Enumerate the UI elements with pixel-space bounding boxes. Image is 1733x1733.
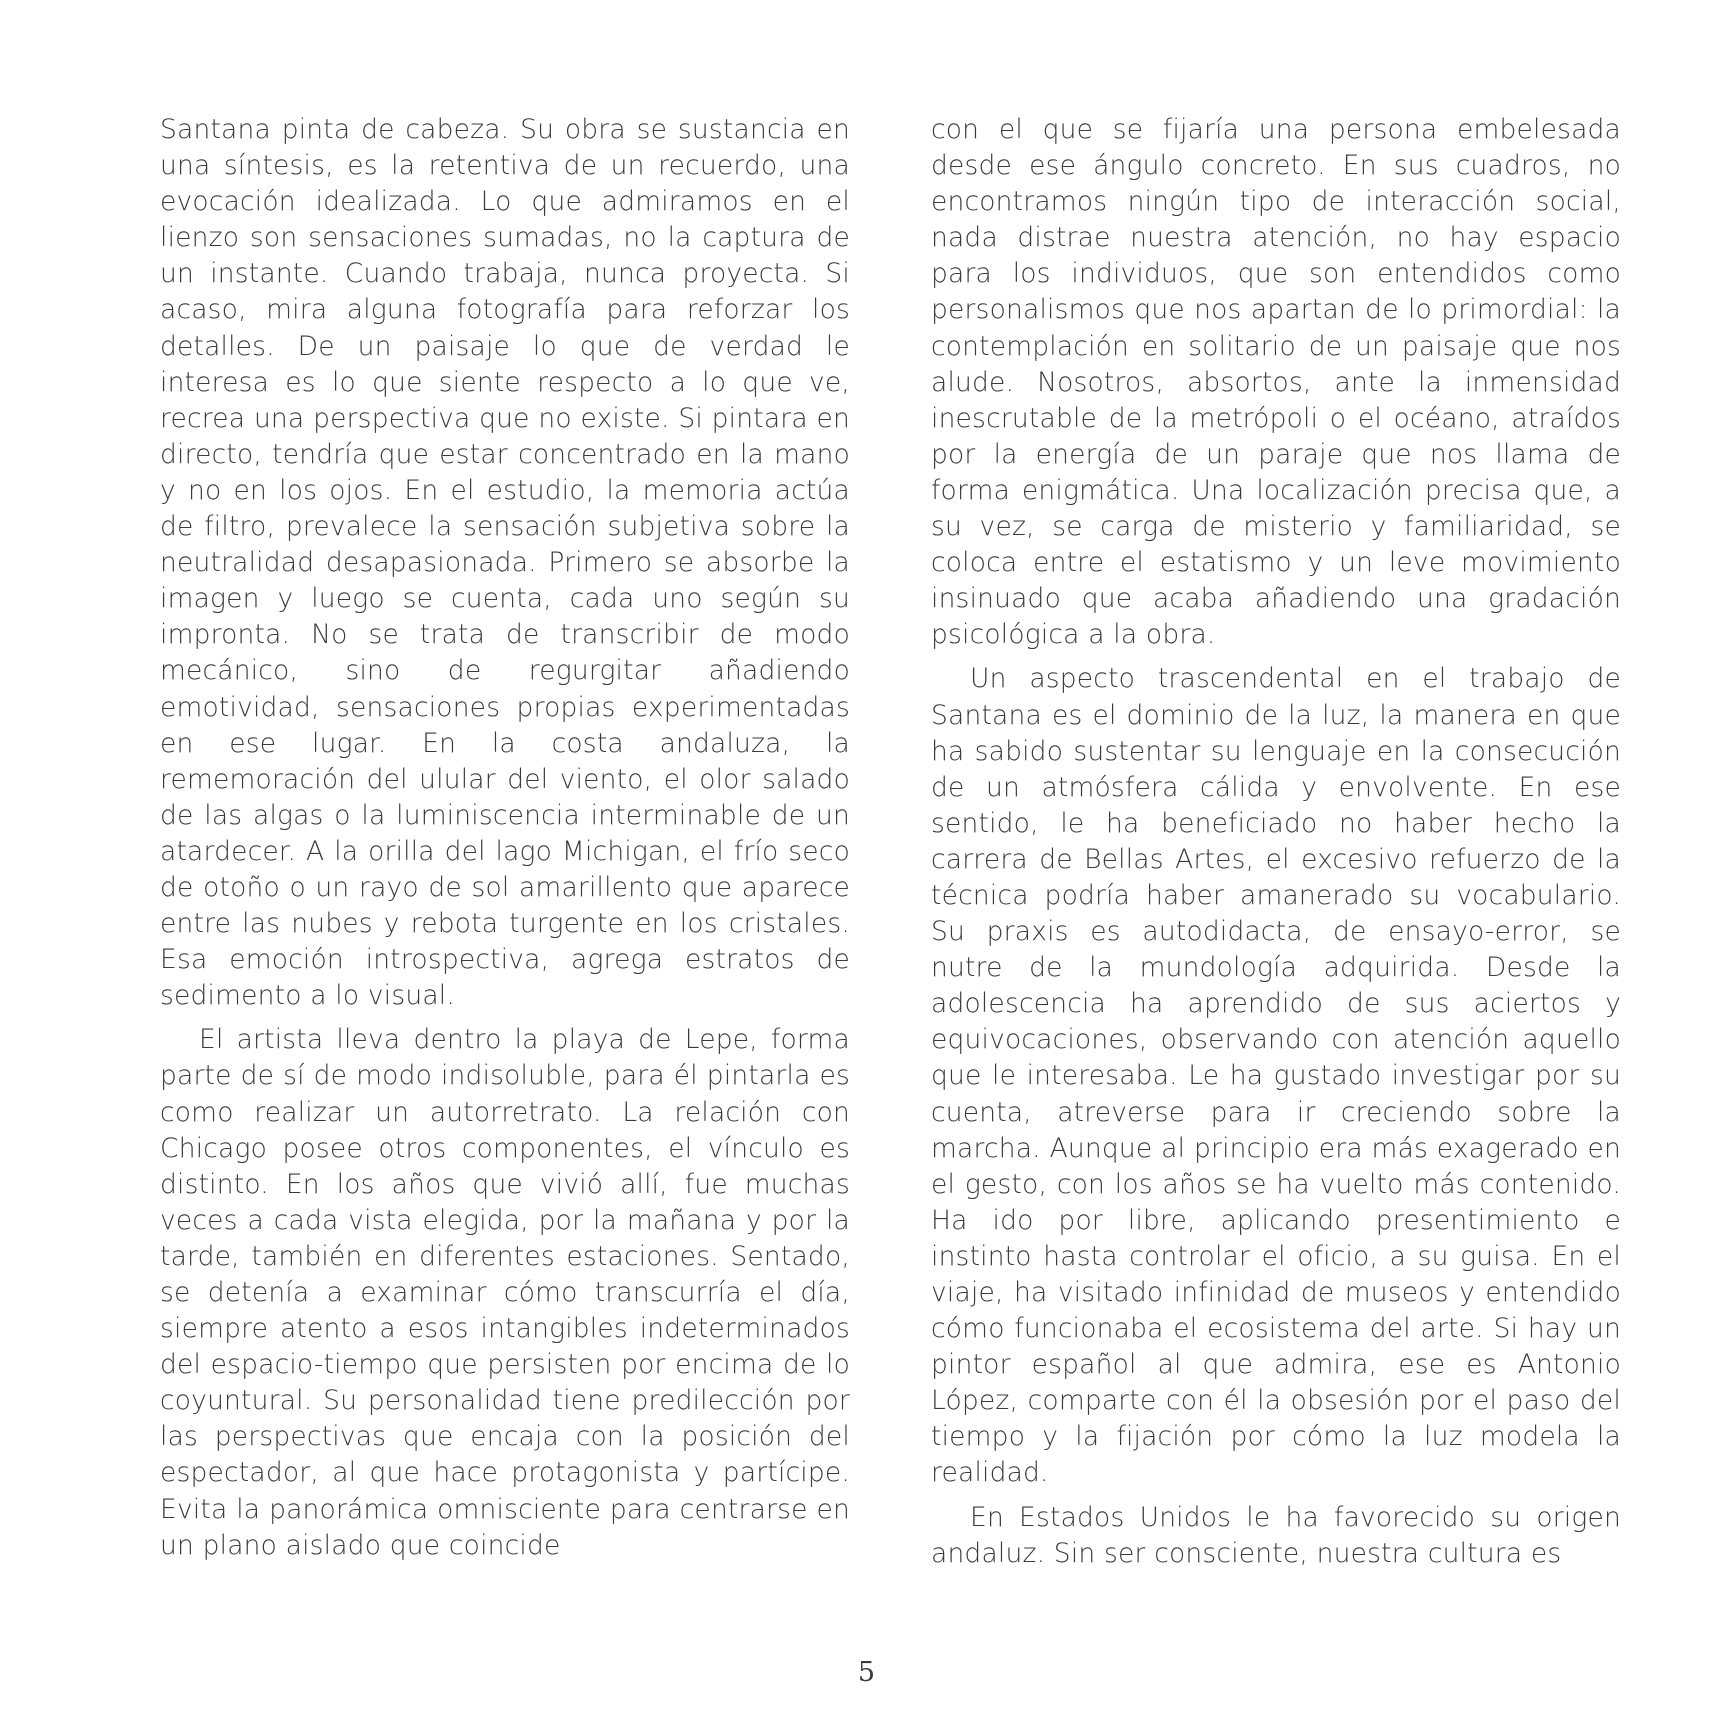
paragraph: Un aspecto trascendental en el trabajo de Santana es el dominio de la luz, la manera en que ha sabido sustentar su lenguaje en la consecución de un atmósfera cálida y envolvente. En ese sentido, le ha beneficiado no haber hecho la carrera de Bellas Artes, el excesivo refuerzo de la técnica podría haber amanerado su vocabulario. Su praxis es autodidacta, de ensayo-error, se nutre de la mundología adquirida. Desde la adolescencia ha aprendido de sus aciertos y equivocaciones, observando con atención aquello que le interesaba. Le ha gustado investigar por su cuenta, atreverse para ir creciendo sobre la marcha. Aunque al principio era más exagerado en el gesto, con los años se ha vuelto más contenido. Ha ido por libre, aplicando presentimiento e instinto hasta controlar el oficio, a su guisa. En el viaje, ha visitado infinidad de museos y entendido cómo funcionaba el ecosistema del arte. Si hay un pintor español al que admira, ese es Antonio López, comparte con él la obsesión por el paso del tiempo y la fijación por cómo la luz modela la realidad.: [931, 663, 1621, 1489]
right-column: [931, 112, 1621, 1572]
paragraph: con el que se fijaría una persona embelesada desde ese ángulo concreto. En sus cuadros, no encontramos ningún tipo de interacción social, nada distrae nuestra atención, no hay espacio para los individuos, que son entendidos como personalismos que nos apartan de lo primordial: la contemplación en solitario de un paisaje que nos alude. Nosotros, absortos, ante la inmensidad inescrutable de la metrópoli o el océano, atraídos por la energía de un paraje que nos llama de forma enigmática. Una localización precisa que, a su vez, se carga de misterio y familiaridad, se coloca entre el estatismo y un leve movimiento insinuado que acaba añadiendo una gradación psicológica a la obra.: [931, 114, 1621, 651]
left-column: [160, 112, 850, 1564]
paragraph: Santana pinta de cabeza. Su obra se sustancia en una síntesis, es la retentiva de un recuerdo, una evocación idealizada. Lo que admiramos en el lienzo son sensaciones sumadas, no la captura de un instante. Cuando trabaja, nunca proyecta. Si acaso, mira alguna fotografía para reforzar los detalles. De un paisaje lo que de verdad le interesa es lo que siente respecto a lo que ve, recrea una perspectiva que no existe. Si pintara en directo, tendría que estar concentrado en la mano y no en los ojos. En el estudio, la memoria actúa de filtro, prevalece la sensación subjetiva sobre la neutralidad desapasionada. Primero se absorbe la imagen y luego se cuenta, cada uno según su impronta. No se trata de transcribir de modo mecánico, sino de regurgitar añadiendo emotividad, sensaciones propias experimentadas en ese lugar. En la costa andaluza, la rememoración del ulular del viento, el olor salado de las algas o la luminiscencia interminable de un atardecer. A la orilla del lago Michigan, el frío seco de otoño o un rayo de sol amarillento que aparece entre las nubes y rebota turgente en los cristales. Esa emoción introspectiva, agrega estratos de sedimento a lo visual.: [160, 114, 850, 1012]
paragraph: El artista lleva dentro la playa de Lepe, forma parte de sí de modo indisoluble, para él pintarla es como realizar un autorretrato. La relación con Chicago posee otros componentes, el vínculo es distinto. En los años que vivió allí, fue muchas veces a cada vista elegida, por la mañana y por la tarde, también en diferentes estaciones. Sentado, se detenía a examinar cómo transcurría el día, siempre atento a esos intangibles indeterminados del espacio-tiempo que persisten por encima de lo coyuntural. Su personalidad tiene predilección por las perspectivas que encaja con la posición del espectador, al que hace protagonista y partícipe. Evita la panorámica omnisciente para centrarse en un plano aislado que coincide: [160, 1024, 850, 1561]
paragraph: En Estados Unidos le ha favorecido su origen andaluz. Sin ser consciente, nuestra cultura es: [931, 1501, 1621, 1569]
page-number: 5: [857, 1657, 876, 1688]
